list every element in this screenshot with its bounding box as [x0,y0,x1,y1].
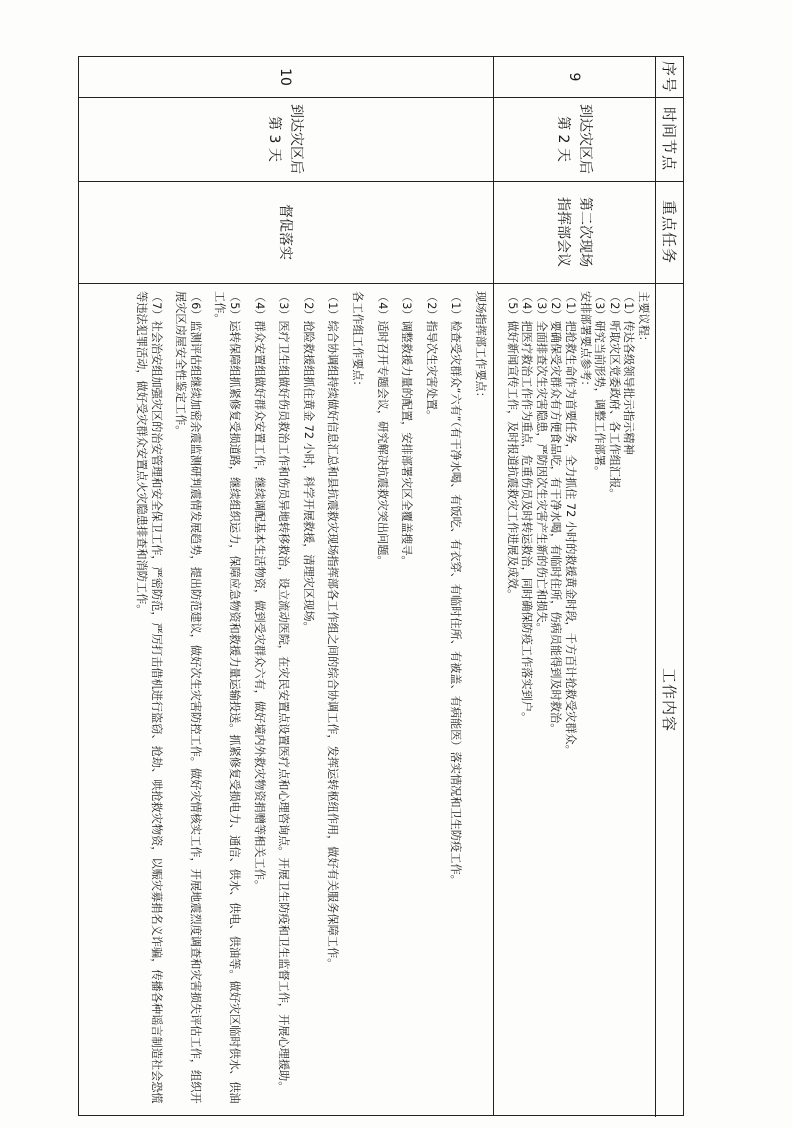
row-9-task: 第二次现场指挥部会议 [555,197,594,267]
row-9-content [504,291,650,1111]
content-line: （3）调整救援力量的配置，安排部署灾区全覆盖搜寻。 [400,291,414,567]
column-divider [79,181,683,182]
content-line: （2）抢险救援组抓住黄金 72 小时，科学开展救援，清理灾区现场。 [301,291,315,633]
content-line: 安排部署要点参考： [578,291,592,392]
content-line: （3）全面排查次生灾害隐患，严防因次生灾害产生新的伤亡和损失。 [534,291,548,634]
content-line: 各工作组工作要点： [351,291,365,392]
content-line: （1）综合协调组持续做好信息汇总和县抗震救灾现场指挥部各工作组之间的综合协调工作，发挥运转枢纽作用，做好有关服务保障工作。 [326,291,340,970]
content-line: （4）把医疗救治工作作为重点，危重伤员及时转运救治，同时确保防疫工作落实到户。 [520,291,534,724]
header-seq: 序号 [655,57,683,97]
content-line: （4）适时召开专题会议，研究解决抗震救灾突出问题。 [375,291,389,567]
content-line: （5）运转保障组抓紧修复受损道路，继续组织运力，保障应急物资和救援力量运输投送。抓紧修复受损电力、通信、供水、供电、供油等。做好灾区临时供水、供油工作。 [213,291,242,1104]
content-line: （5）做好新闻宣传工作，及时报道抗震救灾工作进展及成效。 [505,291,519,601]
row-9-seq: 9 [566,72,583,82]
header-content: 工作内容 [655,283,683,1117]
column-divider [79,97,683,98]
row-10-time: 到达灾区后第 3 天 [266,104,305,174]
content-line: 现场指挥部工作要点： [474,291,487,403]
header-time: 时间节点 [655,97,683,181]
content-line: （2）听取灾区党委政府、各工作组汇报。 [607,291,621,500]
content-line: （7）社会治安组加强灾区的治安管理和安全保卫工作，严密防范，严厉打击借机进行盗窃、抢劫、哄抢救灾物资，以赈灾募捐名义诈骗，传播各种谣言制造社会恐慌等违法犯罪活动，做好受灾群众安置点火灾隐患排查和消防工作。 [135,291,163,1104]
row-10-content [124,291,488,1107]
content-line: （3）研究当前形势，调整工作部署。 [593,291,607,478]
content-line: （6）监测评估组继续加密余震监测研判震情发展趋势，提出防范建议，做好次生灾害防控工作。做好灾情核实工作，开展地震烈度调查和灾害损失评估工作，组织开展灾区房屋安全性鉴定工作。 [174,291,202,1104]
content-line: （2）指导次生灾害处置。 [424,291,438,422]
content-line: （1）传达各级领导批示指示精神 [622,291,636,455]
content-line: （1）检查受灾群众“六有”（有干净水喝、有饭吃、有衣穿、有临时住所、有被盖、有病能医）落实情况和卫生防疫工作。 [449,291,463,886]
content-line: 主要议程： [637,291,650,347]
content-line: （2）要确保受灾群众有方便食品吃，有干净水喝，有临时住所，伤病员能得到及时救治。 [549,291,563,735]
content-line: （1）把抢救生命作为首要任务，全力抓住 72 小时的救援黄金时段，千方百计抢救受灾群众。 [564,291,578,756]
row-10-task: 督促落实 [277,204,294,260]
content-line: （4）群众安置组做好群众安置工作，继续调配基本生活物资，做到受灾群众六有，做好境内外救灾物资捐赠等相关工作。 [252,291,266,892]
header-task: 重点任务 [655,181,683,283]
row-9-time: 到达灾区后第 2 天 [555,104,594,174]
schedule-table [78,56,684,1116]
column-divider [79,283,683,284]
content-line: （3）医疗卫生组做好伤员救治工作和伤员异地转移救治，设立流动医院，在灾民安置点设置医疗点和心理咨询点。开展卫生防疫和卫生监督工作，开展心理援助。 [277,291,291,1093]
row-10-seq: 10 [277,68,294,86]
